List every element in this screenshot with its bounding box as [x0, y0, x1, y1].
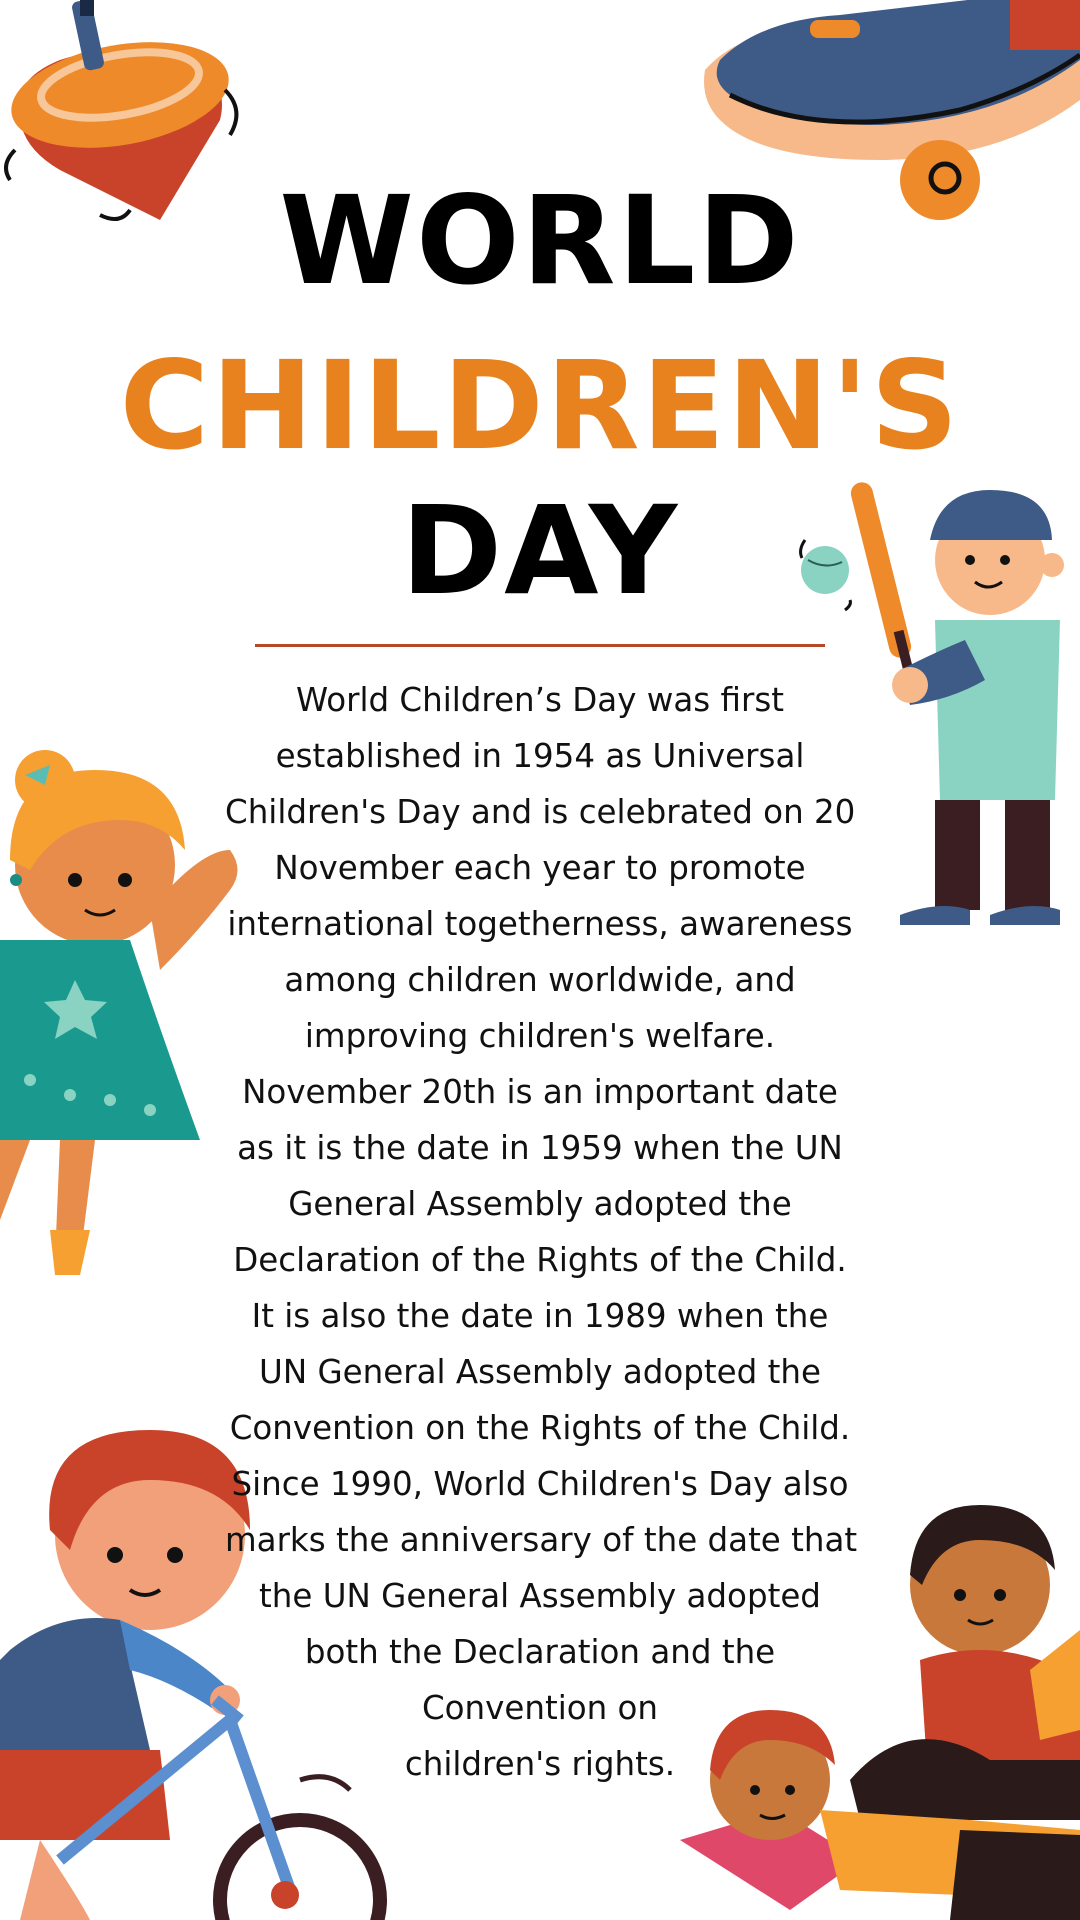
body-line: as it is the date in 1959 when the UN	[237, 1129, 843, 1167]
title-line-world: WORLD	[279, 170, 801, 312]
body-line: established in 1954 as Universal	[275, 737, 805, 775]
body-line: Convention on	[421, 1689, 659, 1727]
body-line: improving children's welfare.	[304, 1017, 776, 1055]
body-line: Children's Day and is celebrated on 20	[225, 793, 856, 831]
body-line: Declaration of the Rights of the Child.	[233, 1241, 847, 1279]
body-line: international togetherness, awareness	[227, 905, 853, 943]
body-line: November 20th is an important date	[242, 1073, 838, 1111]
body-line: General Assembly adopted the	[288, 1185, 792, 1223]
body-line: It is also the date in 1989 when the	[251, 1297, 829, 1335]
divider-rule	[255, 644, 825, 647]
body-line: marks the anniversary of the date that	[225, 1521, 858, 1559]
body-line: among children worldwide, and	[284, 961, 796, 999]
body-line: World Children’s Day was first	[295, 681, 785, 719]
title-line-day: DAY	[400, 480, 680, 622]
body-line: children's rights.	[404, 1745, 676, 1783]
body-line: the UN General Assembly adopted	[259, 1577, 821, 1615]
waving-girl-icon	[0, 730, 250, 1290]
body-line: UN General Assembly adopted the	[259, 1353, 821, 1391]
body-line: both the Declaration and the	[304, 1633, 776, 1671]
body-line: Convention on the Rights of the Child.	[229, 1409, 851, 1447]
body-line: Since 1990, World Children's Day also	[231, 1465, 849, 1503]
body-line: November each year to promote	[274, 849, 806, 887]
title-line-childrens: CHILDREN'S	[119, 335, 961, 477]
body-paragraph	[225, 672, 858, 1792]
